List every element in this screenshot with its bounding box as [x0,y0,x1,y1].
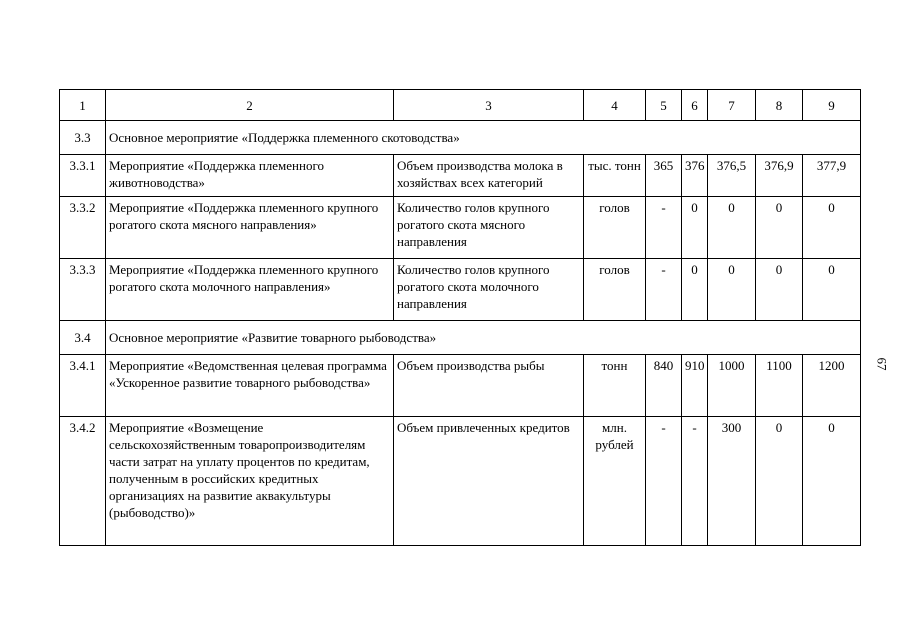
measure-cell: Мероприятие «Поддержка племенного крупного рогатого скота мясного направления» [106,197,394,259]
page-number: 67 [874,357,890,371]
section-title: Основное мероприятие «Поддержка племенного скотоводства» [106,121,861,155]
value-cell: 0 [682,197,708,259]
table-row [60,417,861,546]
value-cell: 0 [708,259,756,321]
value-cell: 0 [756,259,803,321]
row-code: 3.4.2 [60,417,106,546]
value-cell: 377,9 [803,155,861,197]
measure-cell: Мероприятие «Возмещение сельскохозяйственным товаропроизводителям части затрат на уплату процентов по кредитам, полученным в российских кредитных организациях на развитие аквакультуры (рыбоводство)» [106,417,394,546]
indicator-cell: Объем производства молока в хозяйствах всех категорий [394,155,584,197]
value-cell: - [682,417,708,546]
measure-cell: Мероприятие «Поддержка племенного крупного рогатого скота молочного направления» [106,259,394,321]
measure-cell: Мероприятие «Ведомственная целевая программа «Ускоренное развитие товарного рыбоводства» [106,355,394,417]
unit-cell: голов [584,197,646,259]
unit-cell: тыс. тонн [584,155,646,197]
indicator-cell: Количество голов крупного рогатого скота молочного направления [394,259,584,321]
value-cell: 0 [708,197,756,259]
indicator-cell: Объем производства рыбы [394,355,584,417]
header-cell: 9 [803,90,861,121]
header-row [60,90,861,121]
value-cell: 0 [803,197,861,259]
value-cell: 0 [803,259,861,321]
value-cell: 365 [646,155,682,197]
section-title: Основное мероприятие «Развитие товарного рыбоводства» [106,321,861,355]
table-row [60,197,861,259]
section-row [60,121,861,155]
value-cell: 0 [756,417,803,546]
value-cell: 0 [756,197,803,259]
table-row [60,259,861,321]
header-cell: 2 [106,90,394,121]
value-cell: - [646,417,682,546]
unit-cell: голов [584,259,646,321]
value-cell: 910 [682,355,708,417]
header-cell: 3 [394,90,584,121]
header-cell: 5 [646,90,682,121]
header-cell: 4 [584,90,646,121]
row-code: 3.3.1 [60,155,106,197]
table-row [60,355,861,417]
header-cell: 1 [60,90,106,121]
table-row [60,155,861,197]
value-cell: 1200 [803,355,861,417]
row-code: 3.3.3 [60,259,106,321]
indicator-cell: Объем привлеченных кредитов [394,417,584,546]
section-row [60,321,861,355]
value-cell: 840 [646,355,682,417]
value-cell: 300 [708,417,756,546]
value-cell: 0 [682,259,708,321]
indicators-table [59,89,861,546]
value-cell: 1100 [756,355,803,417]
row-code: 3.3 [60,121,106,155]
unit-cell: тонн [584,355,646,417]
value-cell: - [646,197,682,259]
value-cell: 1000 [708,355,756,417]
indicator-cell: Количество голов крупного рогатого скота мясного направления [394,197,584,259]
row-code: 3.4 [60,321,106,355]
row-code: 3.3.2 [60,197,106,259]
value-cell: 376,5 [708,155,756,197]
row-code: 3.4.1 [60,355,106,417]
header-cell: 7 [708,90,756,121]
unit-cell: млн. рублей [584,417,646,546]
header-cell: 6 [682,90,708,121]
header-cell: 8 [756,90,803,121]
value-cell: 0 [803,417,861,546]
measure-cell: Мероприятие «Поддержка племенного животноводства» [106,155,394,197]
value-cell: 376,9 [756,155,803,197]
value-cell: 376 [682,155,708,197]
value-cell: - [646,259,682,321]
